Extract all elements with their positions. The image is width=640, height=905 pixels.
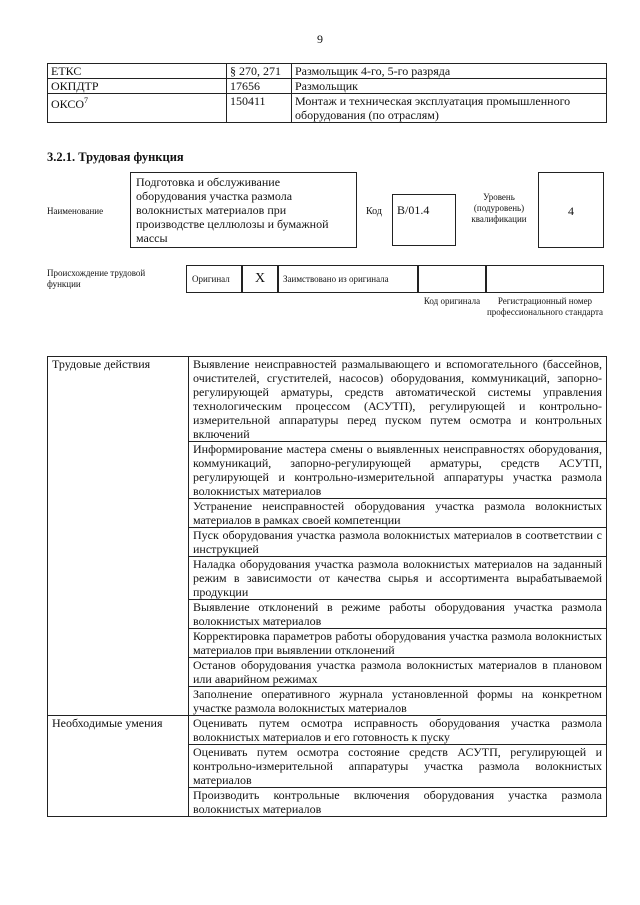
labor-actions-table — [47, 356, 607, 817]
labor-action: Выявление неисправностей размалывающего и вспомогательного (бассейнов, очистителей, сгустителей, насосов) оборудования, коммуникаций, запорно-регулирующей арматуры, средств автоматической системы управления технологическим процессом (АСУТП), регулирующей и контрольно-измерительной аппаратуры перед пуском путем осмотра и контрольных включений — [189, 357, 607, 442]
borrowed-cell: Заимствовано из оригинала — [278, 265, 418, 293]
cls-code-footnote: 7 — [84, 96, 89, 105]
code-label: Код — [366, 206, 382, 217]
original-code-cell — [418, 265, 486, 293]
original-cell: Оригинал — [186, 265, 242, 293]
cls-code-text: ОКСО — [51, 97, 85, 111]
reg-caption: Регистрационный номер профессионального стандарта — [486, 296, 604, 317]
labor-action: Заполнение оперативного журнала установленной формы на конкретном участке размола волокнистых материалов — [189, 687, 607, 716]
code-caption: Код оригинала — [423, 296, 481, 306]
level-label: Уровень (подуровень) квалификации — [471, 192, 527, 224]
cls-ref: § 270, 271 — [227, 64, 292, 79]
cls-code: ЕТКС — [48, 64, 227, 79]
table-row — [48, 79, 607, 94]
labor-action: Выявление отклонений в режиме работы оборудования участка размола волокнистых материалов — [189, 600, 607, 629]
section-title: 3.2.1. Трудовая функция — [47, 150, 184, 164]
origin-label: Происхождение трудовой функции — [47, 268, 146, 289]
required-skill: Производить контрольные включения оборудования участка размола волокнистых материалов — [189, 788, 607, 817]
function-name: Подготовка и обслуживание оборудования участка размола волокнистых материалов при производстве целлюлозы и бумажной массы — [130, 172, 357, 248]
labor-actions-header: Трудовые действия — [48, 357, 189, 716]
required-skills-header: Необходимые умения — [48, 716, 189, 817]
table-row — [48, 357, 607, 442]
labor-action: Останов оборудования участка размола волокнистых материалов в плановом или аварийном режимах — [189, 658, 607, 687]
labor-action: Наладка оборудования участка размола волокнистых материалов на заданный режим в зависимости от качества сырья и ассортимента вырабатываемой продукции — [189, 557, 607, 600]
qualification-level: 4 — [538, 172, 604, 248]
cls-name: Размольщик — [292, 79, 607, 94]
table-row — [48, 64, 607, 79]
name-label: Наименование — [47, 206, 104, 216]
table-row — [48, 716, 607, 745]
labor-action: Устранение неисправностей оборудования участка размола волокнистых материалов в рамках своей компетенции — [189, 499, 607, 528]
labor-action: Пуск оборудования участка размола волокнистых материалов в соответствии с инструкцией — [189, 528, 607, 557]
reg-number-cell — [486, 265, 604, 293]
labor-action: Информирование мастера смены о выявленных неисправностях оборудования, коммуникаций, запорно-регулирующей арматуры, средств АСУТП, регулирующей и контрольно-измерительной аппаратуры участка размола волокнистых материалов — [189, 442, 607, 499]
function-code: В/01.4 — [392, 194, 456, 246]
required-skill: Оценивать путем осмотра исправность оборудования участка размола волокнистых материалов и его готовность к пуску — [189, 716, 607, 745]
cls-ref: 150411 — [227, 94, 292, 123]
cls-code — [48, 94, 227, 123]
cls-name: Монтаж и техническая эксплуатация промышленного оборудования (по отраслям) — [292, 94, 607, 123]
cls-code: ОКПДТР — [48, 79, 227, 94]
page-number: 9 — [317, 32, 323, 46]
cls-ref: 17656 — [227, 79, 292, 94]
labor-action: Корректировка параметров работы оборудования участка размола волокнистых материалов при выявлении отклонений — [189, 629, 607, 658]
table-row — [48, 94, 607, 123]
classification-table — [47, 63, 607, 123]
original-mark: X — [242, 265, 278, 293]
required-skill: Оценивать путем осмотра состояние средств АСУТП, регулирующей и контрольно-измерительной аппаратуры участка размола волокнистых материалов — [189, 745, 607, 788]
cls-name: Размольщик 4-го, 5-го разряда — [292, 64, 607, 79]
